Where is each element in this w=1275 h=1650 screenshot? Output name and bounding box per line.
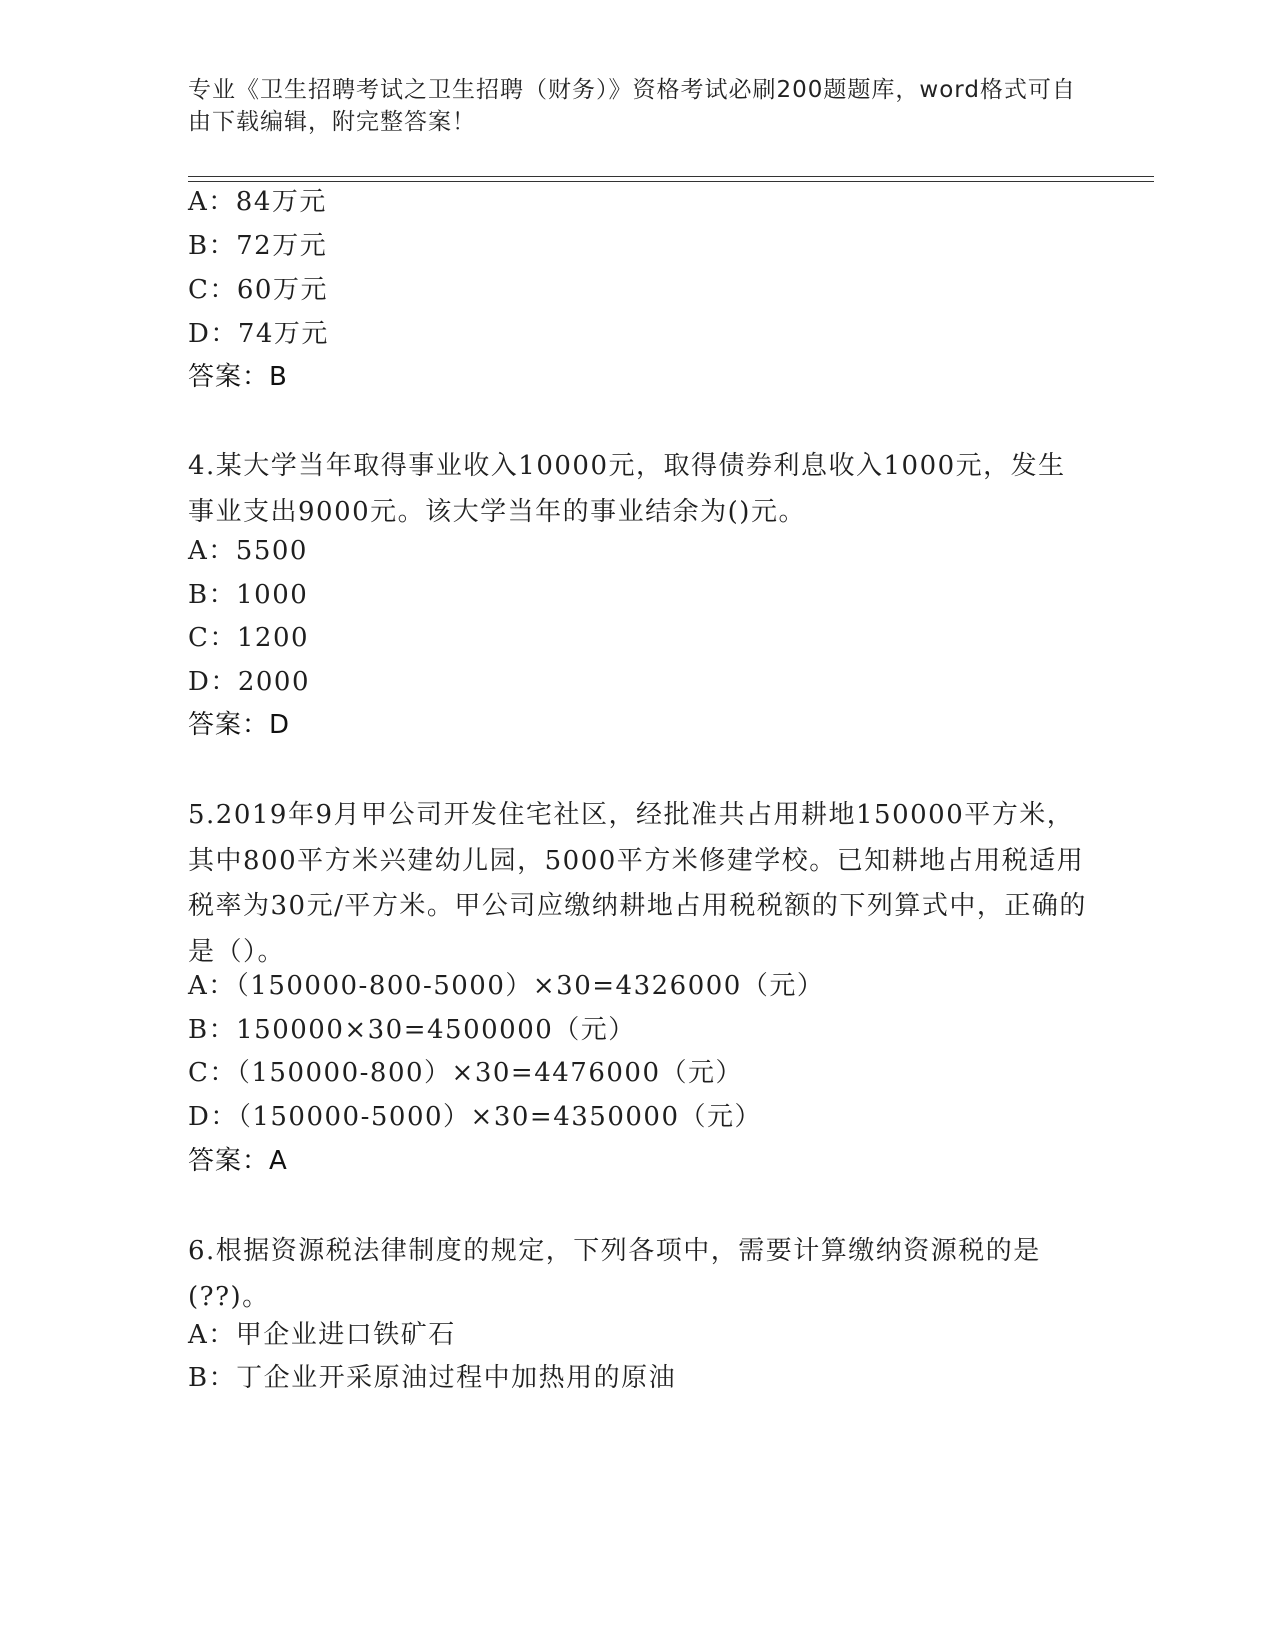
q6-option-a: A：甲企业进口铁矿石 [188, 1320, 456, 1350]
q6-option-b: B：丁企业开采原油过程中加热用的原油 [188, 1363, 677, 1393]
q5-answer: 答案：A [188, 1146, 288, 1176]
q4-question: 4.某大学当年取得事业收入10000元，取得债券利息收入1000元，发生事业支出9000元。该大学当年的事业结余为()元。 [188, 451, 1066, 527]
q4-answer: 答案：D [188, 710, 291, 740]
q3-option-c: C：60万元 [188, 275, 328, 305]
q3-option-a: A：84万元 [188, 187, 327, 217]
q5-option-d: D：（150000-5000）×30=4350000（元） [188, 1102, 762, 1132]
q4-option-a: A：5500 [188, 536, 308, 566]
q4-option-b: B：1000 [188, 580, 309, 610]
q6-question: 6.根据资源税法律制度的规定，下列各项中，需要计算缴纳资源税的是(??)。 [188, 1236, 1041, 1312]
q4-option-d: D：2000 [188, 667, 311, 697]
q3-option-b: B：72万元 [188, 231, 328, 261]
q3-answer: 答案：B [188, 362, 288, 392]
header-divider [188, 176, 1154, 177]
page-header: 专业《卫生招聘考试之卫生招聘（财务）》资格考试必刷200题题库，word格式可自由下载编辑，附完整答案！ [188, 77, 1076, 135]
q4-option-c: C：1200 [188, 623, 310, 653]
q5-option-a: A：（150000-800-5000）×30=4326000（元） [188, 971, 825, 1001]
header-divider-second [188, 181, 1154, 182]
q3-option-d: D：74万元 [188, 319, 329, 349]
q5-question: 5.2019年9月甲公司开发住宅社区，经批准共占用耕地150000平方米，其中800平方米兴建幼儿园，5000平方米修建学校。已知耕地占用税适用税率为30元/平方米。甲公司应缴纳耕地占用税税额的下列算式中，正确的是（）。 [188, 800, 1087, 967]
q5-option-c: C：（150000-800）×30=4476000（元） [188, 1058, 744, 1088]
q5-option-b: B：150000×30=4500000（元） [188, 1015, 636, 1045]
